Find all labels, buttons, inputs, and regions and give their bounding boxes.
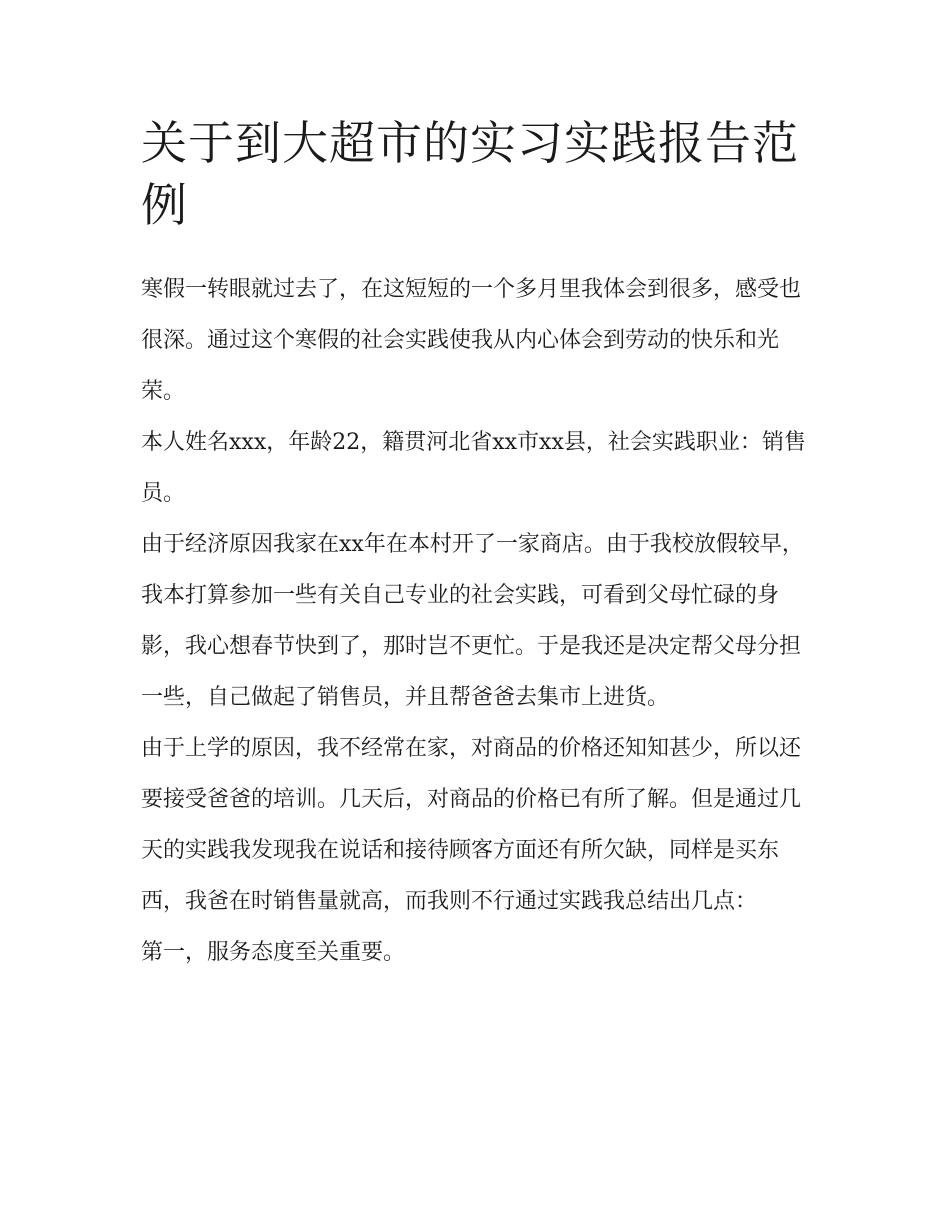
- paragraph-1: 寒假一转眼就过去了，在这短短的一个多月里我体会到很多，感受也很深。通过这个寒假的社会实践使我从内心体会到劳动的快乐和光荣。: [141, 277, 802, 404]
- document-title: 关于到大超市的实习实践报告范例: [141, 116, 799, 232]
- document-body: [141, 112, 821, 978]
- paragraph-3: 由于经济原因我家在xx年在本村开了一家商店。由于我校放假较早，我本打算参加一些有关自己专业的社会实践，可看到父母忙碌的身影，我心想春节快到了，那时岂不更忙。于是我还是决定帮父母分担一些，自己做起了销售员，并且帮爸爸去集市上进货。: [141, 532, 804, 710]
- paragraph-2: 本人姓名xxx，年龄22，籍贯河北省xx市xx县，社会实践职业：销售员。: [141, 430, 806, 506]
- paragraph-4: 由于上学的原因，我不经常在家，对商品的价格还知知甚少，所以还要接受爸爸的培训。几天后，对商品的价格已有所了解。但是通过几天的实践我发现我在说话和接待顾客方面还有所欠缺，同样是买东西，我爸在时销售量就高，而我则不行通过实践我总结出几点：: [141, 736, 802, 914]
- paragraph-5: 第一，服务态度至关重要。: [141, 940, 406, 965]
